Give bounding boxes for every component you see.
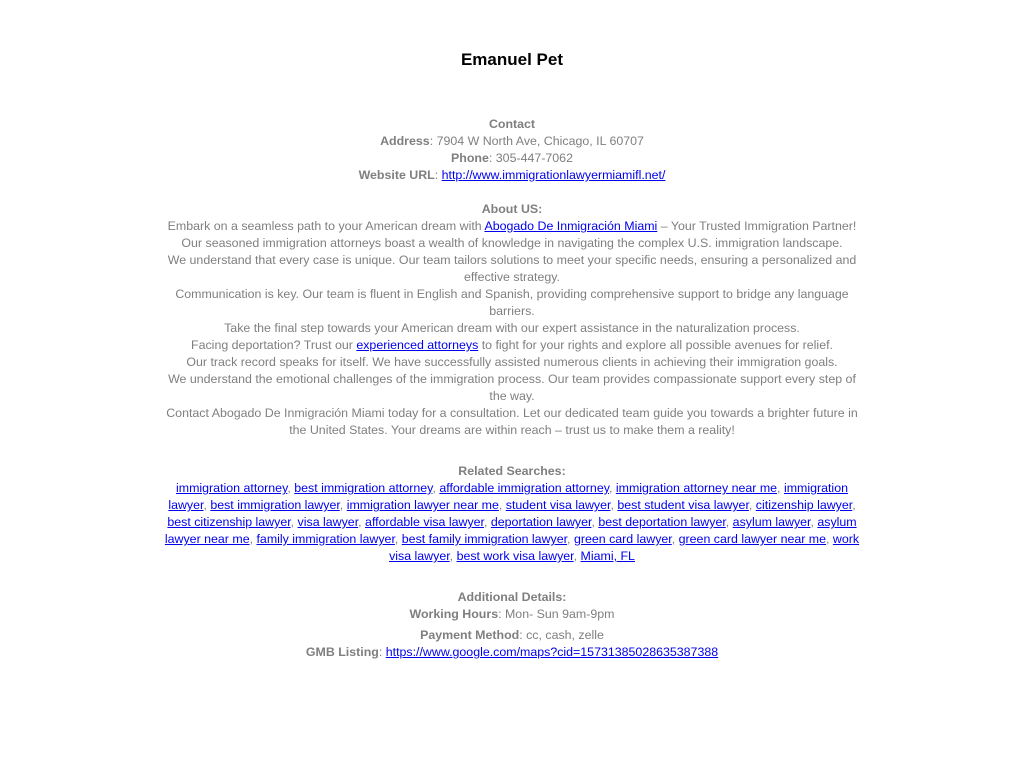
related-heading: Related Searches: — [458, 464, 566, 478]
related-search-link[interactable]: best work visa lawyer — [456, 549, 574, 563]
additional-heading: Additional Details: — [457, 590, 567, 604]
experienced-attorneys-link[interactable]: experienced attorneys — [356, 338, 479, 352]
address-line — [162, 133, 862, 150]
payment-line — [162, 627, 862, 644]
about-p6-text: Facing deportation? Trust our — [191, 338, 357, 352]
link-separator: , — [810, 515, 818, 529]
about-paragraph-3: We understand that every case is unique. Our team tailors solutions to meet your specific needs, ensuring a personalized and effective strategy. — [167, 253, 857, 284]
payment-label: Payment Method — [420, 628, 520, 642]
hours-value: : Mon- Sun 9am-9pm — [498, 607, 615, 621]
gmb-separator: : — [378, 645, 386, 659]
related-search-link[interactable]: best citizenship lawyer — [167, 515, 291, 529]
abogado-link[interactable]: Abogado De Inmigración Miami — [484, 219, 658, 233]
about-p1-text-end: – Your Trusted Immigration Partner! — [657, 219, 857, 233]
link-separator: , — [852, 498, 856, 512]
related-search-link[interactable]: Miami, FL — [580, 549, 635, 563]
related-search-link[interactable]: asylum lawyer — [732, 515, 811, 529]
related-search-link[interactable]: immigration lawyer — [168, 481, 848, 512]
link-separator: , — [826, 532, 833, 546]
related-search-link[interactable]: deportation lawyer — [490, 515, 592, 529]
about-paragraph-9: Contact Abogado De Inmigración Miami today for a consultation. Let our dedicated team guide you towards a brighter future in the United States. Your dreams are within reach – trust us to make them a reality! — [166, 406, 858, 437]
phone-value: : 305-447-7062 — [488, 151, 573, 165]
about-p6-text-end: to fight for your rights and explore all possible avenues for relief. — [478, 338, 833, 352]
link-separator: , — [394, 532, 402, 546]
about-paragraph-4: Communication is key. Our team is fluent in English and Spanish, providing comprehensive support to bridge any language barriers. — [175, 287, 849, 318]
link-separator: , — [432, 481, 440, 495]
address-label: Address — [380, 134, 430, 148]
related-search-link[interactable]: citizenship lawyer — [755, 498, 853, 512]
related-search-link[interactable]: best deportation lawyer — [598, 515, 726, 529]
related-search-link[interactable]: best family immigration lawyer — [401, 532, 568, 546]
link-separator: , — [573, 549, 581, 563]
related-search-link[interactable]: immigration attorney — [176, 481, 288, 495]
phone-label: Phone — [451, 151, 489, 165]
about-paragraph-2: Our seasoned immigration attorneys boast a wealth of knowledge in navigating the complex U.S. immigration landscape. — [181, 236, 843, 250]
gmb-link[interactable]: https://www.google.com/maps?cid=15731385028635387388 — [385, 645, 719, 659]
contact-heading: Contact — [488, 117, 536, 131]
about-paragraph-6 — [162, 337, 862, 354]
related-search-link[interactable]: best immigration lawyer — [210, 498, 340, 512]
about-paragraph-8: We understand the emotional challenges of the immigration process. Our team provides compassionate support every step of the way. — [168, 372, 856, 403]
website-label: Website URL — [358, 168, 435, 182]
link-separator: , — [483, 515, 491, 529]
page-title: Emanuel Pet — [460, 50, 564, 69]
related-searches-list — [162, 480, 862, 565]
phone-line — [162, 150, 862, 167]
related-search-link[interactable]: green card lawyer — [573, 532, 672, 546]
about-paragraph-5: Take the final step towards your American dream with our expert assistance in the naturalization process. — [224, 321, 800, 335]
related-search-link[interactable]: best student visa lawyer — [617, 498, 749, 512]
link-separator: , — [591, 515, 599, 529]
link-separator: , — [249, 532, 257, 546]
related-search-link[interactable]: work visa lawyer — [389, 532, 860, 563]
gmb-label: GMB Listing — [305, 645, 379, 659]
link-separator: , — [725, 515, 733, 529]
link-separator: , — [567, 532, 574, 546]
link-separator: , — [358, 515, 366, 529]
related-search-link[interactable]: affordable visa lawyer — [365, 515, 484, 529]
website-separator: : — [434, 168, 442, 182]
related-search-link[interactable]: family immigration lawyer — [256, 532, 395, 546]
link-separator: , — [287, 481, 295, 495]
related-search-link[interactable]: affordable immigration attorney — [439, 481, 609, 495]
related-search-link[interactable]: visa lawyer — [297, 515, 359, 529]
link-separator: , — [609, 481, 616, 495]
about-p1-text: Embark on a seamless path to your American dream with — [167, 219, 485, 233]
hours-label: Working Hours — [409, 607, 499, 621]
about-paragraph-7: Our track record speaks for itself. We have successfully assisted numerous clients in achieving their immigration goals. — [186, 355, 838, 369]
hours-line — [162, 606, 862, 623]
website-link[interactable]: http://www.immigrationlawyermiamifl.net/ — [441, 168, 666, 182]
link-separator: , — [777, 481, 784, 495]
link-separator: , — [339, 498, 347, 512]
website-line — [162, 167, 862, 184]
link-separator: , — [449, 549, 457, 563]
link-separator: , — [610, 498, 618, 512]
related-search-link[interactable]: best immigration attorney — [294, 481, 433, 495]
link-separator: , — [671, 532, 679, 546]
about-paragraph-1 — [162, 218, 862, 235]
address-value: : 7904 W North Ave, Chicago, IL 60707 — [429, 134, 644, 148]
about-heading: About US: — [481, 202, 543, 216]
gmb-line — [162, 644, 862, 661]
related-search-link[interactable]: student visa lawyer — [505, 498, 611, 512]
related-search-link[interactable]: immigration lawyer near me — [346, 498, 499, 512]
link-separator: , — [498, 498, 506, 512]
link-separator: , — [290, 515, 298, 529]
link-separator: , — [203, 498, 211, 512]
related-search-link[interactable]: asylum lawyer near me — [164, 515, 857, 546]
link-separator: , — [748, 498, 756, 512]
document-body — [162, 116, 862, 661]
related-search-link[interactable]: green card lawyer near me — [678, 532, 827, 546]
related-search-link[interactable]: immigration attorney near me — [615, 481, 778, 495]
payment-value: : cc, cash, zelle — [519, 628, 604, 642]
